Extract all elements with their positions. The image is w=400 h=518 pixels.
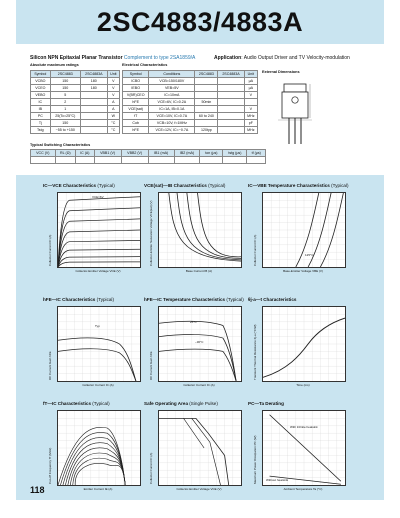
abs-max-cell: [80, 92, 107, 99]
abs-max-cell: [80, 127, 107, 134]
electrical-header-cell: 2SC4883: [195, 71, 218, 78]
safe-operating-area-title: [144, 401, 218, 406]
electrical-cell: [218, 85, 244, 92]
electrical-cell: [218, 92, 244, 99]
electrical-cell: μA: [244, 78, 257, 85]
section-dimensions: External Dimensions: [262, 70, 300, 74]
theta-t-ylabel: Transient Thermal Resistance θj-a (°C/W): [253, 324, 257, 380]
ic-vbe-temp-plot: [262, 192, 346, 268]
electrical-cell: VCE=10V, IC=0.7A: [149, 113, 195, 120]
safe-operating-area-xlabel: Collector-Emitter Voltage VCE (V): [176, 487, 222, 491]
electrical-row: [123, 113, 258, 120]
hfe-ic-title-text: hFE—IC Characteristics: [43, 297, 97, 302]
device-type: Silicon NPN Epitaxial Planar Transistor: [30, 55, 123, 61]
hfe-ic-temp-title-note: (Typical): [226, 297, 244, 302]
abs-max-cell: V: [107, 85, 119, 92]
abs-max-header-cell: Symbol: [31, 71, 51, 78]
switching-header-cell: VBB2 (V): [121, 150, 148, 157]
abs-max-cell: VCEO: [31, 85, 51, 92]
application-label: Application: [214, 55, 242, 61]
application-text: : Audio Output Driver and TV Velocity-modulation: [241, 55, 350, 61]
abs-max-cell: [80, 113, 107, 120]
electrical-cell: VCB=150/180V: [149, 78, 195, 85]
hfe-ic-temp-title-text: hFE—IC Temperature Characteristics: [144, 297, 227, 302]
electrical-cell: [195, 85, 218, 92]
hfe-ic-title: [43, 297, 114, 302]
electrical-cell: [218, 99, 244, 106]
electrical-row: [123, 92, 258, 99]
graph-curve-label: 125°C: [305, 253, 314, 257]
page-number: 118: [30, 485, 45, 495]
electrical-row: [123, 106, 258, 113]
graph-curve-label: 25°C: [190, 320, 197, 324]
electrical-cell: pF: [244, 120, 257, 127]
abs-max-table: [30, 70, 120, 134]
switching-header-cell: tstg (μs): [223, 150, 247, 157]
electrical-cell: V(BR)CEO: [123, 92, 149, 99]
switching-cell: [55, 157, 75, 164]
abs-max-cell: W: [107, 113, 119, 120]
switching-header-cell: RL (Ω): [55, 150, 75, 157]
theta-t-title: [248, 297, 296, 302]
ic-vce-title: [43, 183, 115, 188]
electrical-header-row: [123, 71, 258, 78]
switching-cell: [76, 157, 95, 164]
pc-ta-derating-xlabel: Ambient Temperature Ta (°C): [283, 487, 323, 491]
pc-ta-derating-plot: [262, 410, 346, 486]
abs-max-cell: 150: [50, 78, 80, 85]
switching-header-row: [31, 150, 266, 157]
abs-max-cell: °C: [107, 120, 119, 127]
abs-max-row: [31, 78, 120, 85]
abs-max-cell: A: [107, 99, 119, 106]
electrical-cell: 120typ: [195, 127, 218, 134]
graph-curve-label: Without heatsink: [266, 478, 289, 482]
abs-max-cell: VCBO: [31, 78, 51, 85]
switching-header-cell: IB1 (mA): [148, 150, 174, 157]
electrical-cell: ICBO: [123, 78, 149, 85]
ic-vce-title-text: IC—VCE Characteristics: [43, 183, 98, 188]
abs-max-row: [31, 120, 120, 127]
ic-vce-xlabel: Collector-Emitter Voltage VCE (V): [75, 269, 121, 273]
ic-vce-plot: [57, 192, 141, 268]
hfe-ic-temp-title: [144, 297, 244, 302]
electrical-cell: VCB=10V, f=1MHz: [149, 120, 195, 127]
hfe-ic-temp-xlabel: Collector Current IC (A): [183, 383, 215, 387]
electrical-cell: [218, 78, 244, 85]
switching-header-cell: IB2 (mA): [174, 150, 200, 157]
electrical-cell: VCE=12V, IC=−0.7A: [149, 127, 195, 134]
abs-max-cell: IC: [31, 99, 51, 106]
electrical-cell: hFE: [123, 127, 149, 134]
ic-vbe-temp-title-text: IC—VBE Temperature Characteristics: [248, 183, 332, 188]
ic-vbe-temp-title: [248, 183, 349, 188]
electrical-cell: 50min: [195, 99, 218, 106]
switching-header-cell: VCC (V): [31, 150, 56, 157]
abs-max-cell: VEBO: [31, 92, 51, 99]
abs-max-header-cell: 2SC4883A: [80, 71, 107, 78]
electrical-cell: VEB=5V: [149, 85, 195, 92]
electrical-cell: VCE=6V, IC=0.2A: [149, 99, 195, 106]
abs-max-cell: 2: [50, 99, 80, 106]
abs-max-cell: [80, 106, 107, 113]
abs-max-cell: V: [107, 78, 119, 85]
electrical-cell: IEBO: [123, 85, 149, 92]
switching-cell: [174, 157, 200, 164]
switching-table: [30, 149, 266, 164]
electrical-cell: [218, 113, 244, 120]
switching-cell: [223, 157, 247, 164]
abs-max-cell: Tstg: [31, 127, 51, 134]
switching-header-cell: VBB1 (V): [94, 150, 121, 157]
ft-ic-xlabel: Emitter Current IE (A): [83, 487, 113, 491]
page-title: 2SC4883/4883A: [96, 7, 304, 37]
electrical-cell: 60 to 240: [195, 113, 218, 120]
pc-ta-derating-title: [248, 401, 284, 406]
ft-ic-title-text: fT—IC Characteristics: [43, 401, 93, 406]
electrical-table: [122, 70, 258, 134]
electrical-cell: [195, 120, 218, 127]
abs-max-cell: 25(Tc=25°C): [50, 113, 80, 120]
abs-max-cell: 150: [50, 85, 80, 92]
electrical-cell: IC=1A, IB=0.1A: [149, 106, 195, 113]
abs-max-row: [31, 113, 120, 120]
electrical-row: [123, 78, 258, 85]
abs-max-row: [31, 106, 120, 113]
abs-max-row: [31, 99, 120, 106]
electrical-cell: [195, 106, 218, 113]
theta-t-plot: [262, 306, 346, 382]
device-description: [30, 55, 195, 61]
graph-curve-label: Typ: [95, 324, 100, 328]
graph-curve-label: VCE=6V: [92, 195, 104, 199]
section-electrical: Electrical Characteristics: [122, 63, 168, 67]
electrical-cell: Cob: [123, 120, 149, 127]
hfe-ic-plot: [57, 306, 141, 382]
ft-ic-title: [43, 401, 110, 406]
electrical-cell: V: [244, 92, 257, 99]
switching-row: [31, 157, 266, 164]
switching-cell: [200, 157, 223, 164]
ft-ic-ylabel: Cut-off Frequency fT (MHz): [48, 447, 52, 484]
section-abs-max: Absolute maximum ratings: [30, 63, 79, 67]
electrical-row: [123, 120, 258, 127]
vcesat-ib-title-note: (Typical): [208, 183, 226, 188]
abs-max-row: [31, 127, 120, 134]
ic-vbe-temp-title-note: (Typical): [331, 183, 349, 188]
abs-max-cell: 1: [50, 106, 80, 113]
electrical-cell: MHz: [244, 127, 257, 134]
graph-curve-label: With Infinite heatsink: [290, 425, 318, 429]
vcesat-ib-plot: [158, 192, 242, 268]
switching-cell: [247, 157, 266, 164]
electrical-cell: μA: [244, 85, 257, 92]
abs-max-cell: 180: [80, 85, 107, 92]
abs-max-cell: °C: [107, 127, 119, 134]
graph-curve-label: −30°C: [195, 340, 204, 344]
section-typical-switching: Typical Switching Characteristics: [30, 143, 91, 147]
electrical-header-cell: 2SC4883A: [218, 71, 244, 78]
to220-package-drawing: [276, 80, 316, 150]
abs-max-row: [31, 85, 120, 92]
electrical-cell: [195, 78, 218, 85]
switching-header-cell: ton (μs): [200, 150, 223, 157]
electrical-header-cell: Unit: [244, 71, 257, 78]
switching-cell: [94, 157, 121, 164]
ic-vbe-temp-ylabel: Collector Current IC (A): [253, 234, 257, 266]
abs-max-cell: 180: [80, 78, 107, 85]
hfe-ic-temp-ylabel: DC Current Gain hFE: [149, 351, 153, 380]
electrical-cell: [218, 127, 244, 134]
abs-max-cell: [80, 120, 107, 127]
electrical-row: [123, 99, 258, 106]
switching-cell: [148, 157, 174, 164]
abs-max-header-cell: 2SC4883: [50, 71, 80, 78]
electrical-cell: [244, 99, 257, 106]
theta-t-title-text: θj-a—t Characteristics: [248, 297, 297, 302]
abs-max-cell: V: [107, 92, 119, 99]
abs-max-cell: 5: [50, 92, 80, 99]
safe-operating-area-title-text: Safe Operating Area: [144, 401, 190, 406]
abs-max-cell: −55 to +150: [50, 127, 80, 134]
abs-max-cell: PC: [31, 113, 51, 120]
electrical-cell: MHz: [244, 113, 257, 120]
electrical-cell: V: [244, 106, 257, 113]
electrical-cell: [218, 106, 244, 113]
ic-vbe-temp-xlabel: Base-Emitter Voltage VBE (V): [283, 269, 323, 273]
electrical-cell: VCE(sat): [123, 106, 149, 113]
vcesat-ib-title: [144, 183, 225, 188]
vcesat-ib-xlabel: Base Current IB (A): [185, 269, 213, 273]
electrical-cell: [195, 92, 218, 99]
hfe-ic-xlabel: Collector Current IC (A): [82, 383, 114, 387]
abs-max-row: [31, 92, 120, 99]
abs-max-cell: Tj: [31, 120, 51, 127]
abs-max-header-cell: Unit: [107, 71, 119, 78]
electrical-row: [123, 85, 258, 92]
switching-cell: [121, 157, 148, 164]
electrical-header-cell: Symbol: [123, 71, 149, 78]
electrical-row: [123, 127, 258, 134]
abs-max-cell: 150: [50, 120, 80, 127]
application-line: [214, 55, 350, 61]
theta-t-xlabel: Time (ms): [296, 383, 310, 387]
ft-ic-title-note: (Typical): [92, 401, 110, 406]
vcesat-ib-ylabel: Collector-Emitter Saturation Voltage VCE(sat) (V): [149, 200, 153, 266]
pc-ta-derating-ylabel: Maximum Power Dissipation PC (W): [253, 435, 257, 484]
switching-header-cell: tf (μs): [247, 150, 266, 157]
safe-operating-area-title-note: (Single Pulse): [189, 401, 218, 406]
electrical-cell: IC=10mA: [149, 92, 195, 99]
hfe-ic-temp-plot: [158, 306, 242, 382]
hfe-ic-ylabel: DC Current Gain hFE: [48, 351, 52, 380]
abs-max-cell: [80, 99, 107, 106]
abs-max-cell: IB: [31, 106, 51, 113]
ic-vce-title-note: (Typical): [97, 183, 115, 188]
abs-max-header-row: [31, 71, 120, 78]
electrical-cell: [218, 120, 244, 127]
ft-ic-plot: [57, 410, 141, 486]
pc-ta-derating-title-text: PC—Ta Derating: [248, 401, 284, 406]
electrical-header-cell: Conditions: [149, 71, 195, 78]
vcesat-ib-title-text: VCE(sat)—IB Characteristics: [144, 183, 209, 188]
safe-operating-area-ylabel: Collector Current IC (A): [149, 452, 153, 484]
switching-cell: [31, 157, 56, 164]
abs-max-cell: A: [107, 106, 119, 113]
complement-note: Complement to type 2SA1859/A: [123, 55, 196, 61]
electrical-cell: hFE: [123, 99, 149, 106]
safe-operating-area-plot: [158, 410, 242, 486]
switching-header-cell: IC (A): [76, 150, 95, 157]
hfe-ic-title-note: (Typical): [96, 297, 114, 302]
electrical-cell: fT: [123, 113, 149, 120]
ic-vce-ylabel: Collector Current IC (A): [48, 234, 52, 266]
